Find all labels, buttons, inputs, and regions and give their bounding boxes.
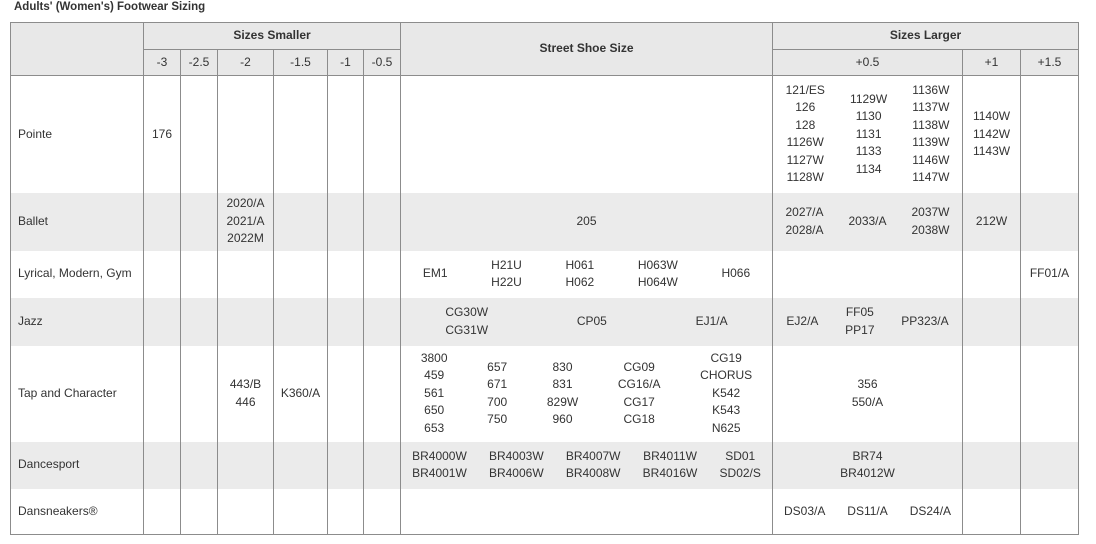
size-code-group <box>911 204 949 239</box>
size-code: 2028/A <box>785 222 824 237</box>
size-code: BR4012W <box>840 466 895 480</box>
size-code: 700 <box>487 394 508 409</box>
size-code: 1137W <box>912 100 950 115</box>
row-label-dancesport: Dancesport <box>11 442 144 489</box>
size-code: 443/B <box>229 377 262 391</box>
cell-jazz-street <box>401 298 773 346</box>
size-code-group <box>445 304 488 339</box>
header-col-minus-0-5: -0.5 <box>364 50 401 76</box>
header-col-minus-2: -2 <box>218 50 274 76</box>
size-code-group <box>784 503 825 521</box>
size-code: 1129W <box>850 91 888 106</box>
size-code: 128 <box>795 117 816 132</box>
size-code-group <box>910 503 951 521</box>
table-row-pointe <box>11 76 1079 193</box>
size-code: DS11/A <box>847 503 888 518</box>
row-label-tap: Tap and Character <box>11 346 144 442</box>
size-code: N625 <box>711 420 741 435</box>
size-code: K543 <box>712 403 741 418</box>
size-code: BR4011W <box>643 448 697 463</box>
cell-ballet-street: 205 <box>401 193 773 251</box>
size-code: H064W <box>637 275 678 289</box>
lines-group <box>773 503 962 521</box>
header-sizes-smaller: Sizes Smaller <box>144 23 401 50</box>
size-code-group <box>565 257 594 292</box>
size-code: CG31W <box>445 322 489 337</box>
size-code-group <box>491 257 522 292</box>
size-code-group <box>847 503 887 521</box>
size-code: BR4007W <box>565 448 621 463</box>
cell-ballet-minus-2 <box>218 193 274 251</box>
cell-tap-plus-0-5 <box>773 346 963 442</box>
size-code: 1133 <box>855 144 882 158</box>
size-code-group <box>700 350 752 438</box>
lines-group <box>401 257 772 292</box>
table-row-dancesport <box>11 442 1079 489</box>
cell-lyrical-plus-1-5: FF01/A <box>1021 251 1079 298</box>
header-col-minus-1: -1 <box>328 50 364 76</box>
size-code: H22U <box>491 275 522 289</box>
size-code-group <box>912 82 949 187</box>
size-code: 1128W <box>786 170 824 185</box>
size-code: 2033/A <box>848 213 887 228</box>
size-code: H061 <box>565 257 595 272</box>
size-code: 671 <box>487 377 508 391</box>
size-code-group <box>720 448 761 483</box>
size-code: 459 <box>424 368 445 383</box>
size-code: 1134 <box>855 161 882 176</box>
lines-group <box>401 350 772 438</box>
cell-dancesport-plus-0-5 <box>773 442 963 489</box>
size-code: SD02/S <box>719 466 761 480</box>
header-col-minus-2-5: -2.5 <box>181 50 218 76</box>
size-code: 1140W <box>972 109 1011 123</box>
size-code: BR4006W <box>488 466 544 480</box>
size-code: BR4001W <box>412 466 467 480</box>
size-code: 1138W <box>912 117 950 132</box>
size-code: FF05 <box>845 305 874 319</box>
size-code-group <box>423 265 448 283</box>
size-code: CG30W <box>445 305 489 319</box>
size-code: EJ2/A <box>786 313 819 328</box>
table-row-lyrical <box>11 251 1079 298</box>
header-corner <box>11 23 144 76</box>
page-title: Adults' (Women's) Footwear Sizing <box>14 1 206 13</box>
size-code: 121/ES <box>785 82 825 97</box>
table-row-tap <box>11 346 1079 442</box>
size-code: CG18 <box>623 412 655 426</box>
size-code: 2020/A <box>226 196 265 211</box>
size-code: 1127W <box>786 152 824 167</box>
size-code-group <box>412 448 467 483</box>
size-code: 2037W <box>911 205 950 219</box>
cell-dansneakers-plus-0-5 <box>773 489 963 535</box>
size-code-group <box>845 304 874 339</box>
size-code: DS24/A <box>909 503 952 518</box>
size-code: PP323/A <box>901 313 949 328</box>
size-code: 831 <box>552 377 573 391</box>
header-col-minus-3: -3 <box>144 50 181 76</box>
row-label-pointe: Pointe <box>11 76 144 193</box>
lines-group <box>852 376 883 411</box>
row-label-jazz: Jazz <box>11 298 144 346</box>
size-code: BR4008W <box>565 466 621 480</box>
cell-tap-street <box>401 346 773 442</box>
size-code: 1146W <box>912 152 950 167</box>
size-code-group <box>577 313 607 331</box>
size-code: 1143W <box>972 144 1011 158</box>
table-row-ballet <box>11 193 1079 251</box>
header-col-minus-1-5: -1.5 <box>274 50 328 76</box>
size-code: K542 <box>712 385 741 400</box>
row-label-dansneakers: Dansneakers® <box>11 489 144 535</box>
size-code: EJ1/A <box>695 313 728 328</box>
size-code-group <box>696 313 728 331</box>
size-code: PP17 <box>845 322 875 337</box>
cell-ballet-plus-1: 212W <box>963 193 1021 251</box>
size-code: CHORUS <box>700 368 753 383</box>
size-code: CG09 <box>623 359 655 374</box>
size-code: 356 <box>857 377 878 391</box>
size-code-group <box>850 91 887 179</box>
size-code-group <box>547 359 578 429</box>
size-code-group <box>785 204 823 239</box>
size-code: 657 <box>487 359 508 374</box>
size-code: H21U <box>491 257 522 272</box>
size-code: 561 <box>424 385 445 400</box>
size-code-group <box>487 359 507 429</box>
size-code: EM1 <box>422 266 448 281</box>
size-code: CG16/A <box>617 377 661 391</box>
size-code: BR4000W <box>412 448 467 463</box>
size-code-group <box>901 313 948 331</box>
size-code: 3800 <box>420 350 448 365</box>
header-col-plus-1: +1 <box>963 50 1021 76</box>
cell-pointe-minus-3: 176 <box>144 76 181 193</box>
row-label-lyrical: Lyrical, Modern, Gym <box>11 251 144 298</box>
size-code-group <box>421 350 448 438</box>
size-code: SD01 <box>725 448 756 463</box>
size-code: 653 <box>424 420 445 435</box>
size-code: 126 <box>795 100 816 115</box>
size-code: H062 <box>565 275 595 289</box>
sizing-table <box>10 22 1079 535</box>
cell-ballet-plus-0-5 <box>773 193 963 251</box>
lines-group <box>773 204 962 239</box>
size-code: 650 <box>424 403 445 418</box>
size-code: BR4016W <box>642 466 698 480</box>
size-code-group <box>643 448 698 483</box>
table-row-dansneakers <box>11 489 1079 535</box>
lines-group <box>773 82 962 187</box>
size-code-group <box>566 448 621 483</box>
size-code: 1139W <box>912 135 950 150</box>
lines-group <box>230 376 261 411</box>
size-code: 960 <box>552 412 573 426</box>
cell-pointe-plus-0-5 <box>773 76 963 193</box>
size-code: 2027/A <box>785 205 824 219</box>
size-code: 2022M <box>227 231 264 246</box>
size-code-group <box>618 359 661 429</box>
header-col-plus-0-5: +0.5 <box>773 50 963 76</box>
cell-tap-minus-1-5: K360/A <box>274 346 328 442</box>
lines-group <box>401 304 772 339</box>
size-code: 2021/A <box>226 213 265 228</box>
size-code: 830 <box>552 359 573 374</box>
cell-tap-minus-2 <box>218 346 274 442</box>
header-col-plus-1-5: +1.5 <box>1021 50 1079 76</box>
size-code: 1131 <box>855 126 882 141</box>
size-code: BR4003W <box>488 448 544 463</box>
cell-dancesport-street <box>401 442 773 489</box>
size-code: 1130 <box>855 109 882 123</box>
size-code: 829W <box>546 394 579 409</box>
lines-group <box>401 448 772 483</box>
size-code: CG17 <box>623 394 655 409</box>
header-sizes-larger: Sizes Larger <box>773 23 1079 50</box>
lines-group <box>840 448 895 483</box>
size-code: 2038W <box>911 222 950 237</box>
size-code: DS03/A <box>783 503 826 518</box>
lines-group <box>973 108 1010 161</box>
size-code: 1126W <box>786 135 824 150</box>
lines-group <box>226 195 264 248</box>
size-code: H066 <box>721 266 751 281</box>
header-street-shoe-size: Street Shoe Size <box>401 23 773 76</box>
size-code: 550/A <box>851 394 884 409</box>
size-code: BR74 <box>852 448 883 463</box>
size-code-group <box>721 265 750 283</box>
cell-pointe-plus-1 <box>963 76 1021 193</box>
size-code: H063W <box>637 257 678 272</box>
size-code: CG19 <box>710 350 742 365</box>
size-code: 446 <box>235 394 256 409</box>
lines-group <box>773 304 962 339</box>
size-code: 1142W <box>972 126 1011 141</box>
size-code-group <box>638 257 678 292</box>
size-code: 1136W <box>912 82 950 97</box>
size-code-group <box>786 313 818 331</box>
row-label-ballet: Ballet <box>11 193 144 251</box>
table-row-jazz <box>11 298 1079 346</box>
size-code-group <box>786 82 825 187</box>
size-code: 750 <box>487 412 508 426</box>
size-code: 1147W <box>912 170 950 185</box>
cell-jazz-plus-0-5 <box>773 298 963 346</box>
size-code: CP05 <box>576 313 607 328</box>
size-code-group <box>489 448 544 483</box>
size-code-group <box>848 213 886 231</box>
cell-lyrical-street <box>401 251 773 298</box>
